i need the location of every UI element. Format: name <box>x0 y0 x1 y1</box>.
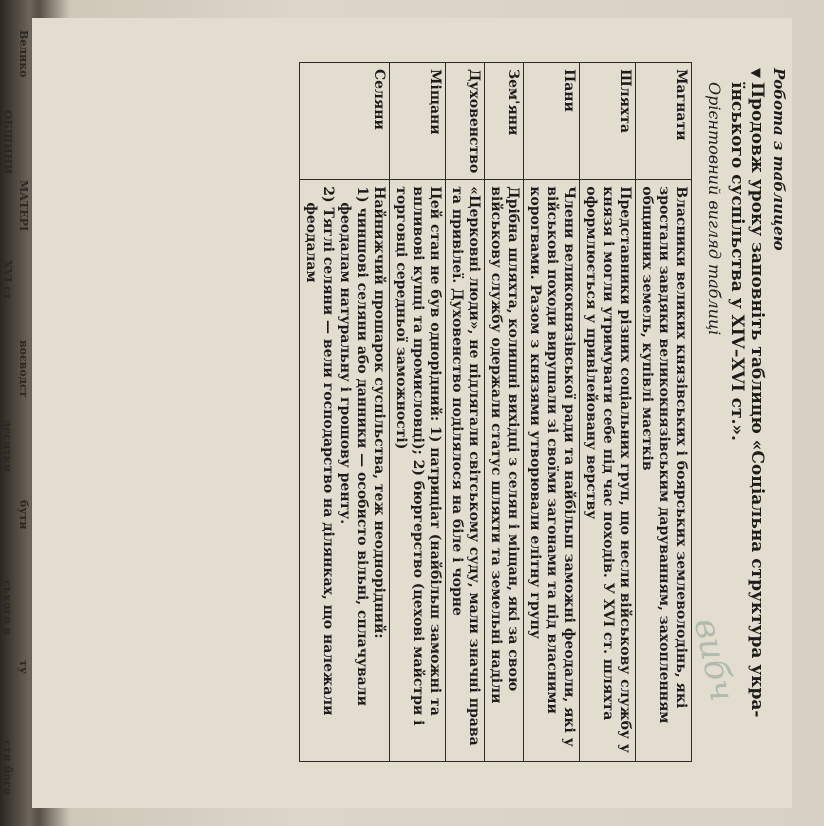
table-row <box>485 63 524 762</box>
description-cell: Представники різних соціальних груп, що несли військову службу у князя і могли утримувати себе під час походів. У XVI ст. шляхта оформлюється у привілейовану верству <box>580 180 636 762</box>
margin-fragment: сти його <box>1 740 14 796</box>
margin-fragment: МАТЕРІ <box>17 180 30 232</box>
table-row <box>446 63 485 762</box>
instruction-line-1: Продовж уроку заповніть таблицю «Соціальна структура укра- <box>747 82 767 718</box>
table-row <box>524 63 580 762</box>
group-cell: Пани <box>524 63 580 180</box>
table-row <box>300 63 390 762</box>
list-item: 1) чиншові селяни або данники — особисто вільні, сплачували феодалам натуральну і грошову ренту. <box>337 186 370 707</box>
triangle-marker-icon: ▼ <box>748 68 763 78</box>
margin-fragment: ського в <box>1 580 14 635</box>
margin-fragment: ОБЩИНИ <box>1 110 14 175</box>
description-cell: «Церковні люди», не підлягали світському суду, мали значні права та привілеї. Духовенство поділялося на біле і чорне <box>446 180 485 762</box>
group-cell: Міщани <box>390 63 446 180</box>
description-cell: Власники великих князівських і боярських землеволодінь, які зростали завдяки великокнязівським даруванням, захопленням общинних земель, купівлі маєтків <box>636 180 692 762</box>
margin-fragment: воєводст <box>17 340 30 398</box>
group-cell: Селяни <box>300 63 390 180</box>
margin-fragment: бути <box>17 500 30 530</box>
peasant-types-list <box>302 186 370 755</box>
margin-fragment: десятки <box>1 420 14 473</box>
group-cell: Магнати <box>636 63 692 180</box>
description-cell: Дрібна шляхта, колишні вихідці з селян і міщан, які за свою військову службу одержали статус шляхти та земельні наділи <box>485 180 524 762</box>
group-cell: Шляхта <box>580 63 636 180</box>
table-row <box>390 63 446 762</box>
description-cell: Члени великокнязівської ради та найбільш заможні феодали, які у військові походи вирушали зі своїми загонами та під власними корогвами. Разом з князями утворювали елітну групу <box>524 180 580 762</box>
description-cell <box>300 180 390 762</box>
social-structure-table <box>299 62 692 762</box>
instruction-line-2: їнського суспільства у XIV–XVI ст.». <box>727 82 747 441</box>
group-cell: Духовенство <box>446 63 485 180</box>
task-heading: Робота з таблицею <box>770 68 788 251</box>
table-row <box>636 63 692 762</box>
task-instruction <box>746 68 766 768</box>
table-caption: Орієнтовний вигляд таблиці <box>705 82 724 336</box>
margin-fragment: XVI ст. <box>1 260 14 304</box>
handwritten-note: вибч <box>685 614 743 705</box>
description-intro: Найнижчий прошарок суспільства, теж неоднорідний: <box>371 186 387 639</box>
margin-fragment: Велико <box>17 30 30 78</box>
textbook-page <box>32 18 792 808</box>
table-row <box>580 63 636 762</box>
list-item: 2) Тяглі селяни — вели господарство на ділянках, що належали феодалам <box>303 186 336 716</box>
description-cell: Цей стан не був однорідний: 1) патриціат (найбільш заможні та впливові купці та промисловці); 2) бюргерство (цехові майстри і торговці середньої заможності) <box>390 180 446 762</box>
margin-fragment: ту <box>17 660 30 674</box>
group-cell: Зем'яни <box>485 63 524 180</box>
